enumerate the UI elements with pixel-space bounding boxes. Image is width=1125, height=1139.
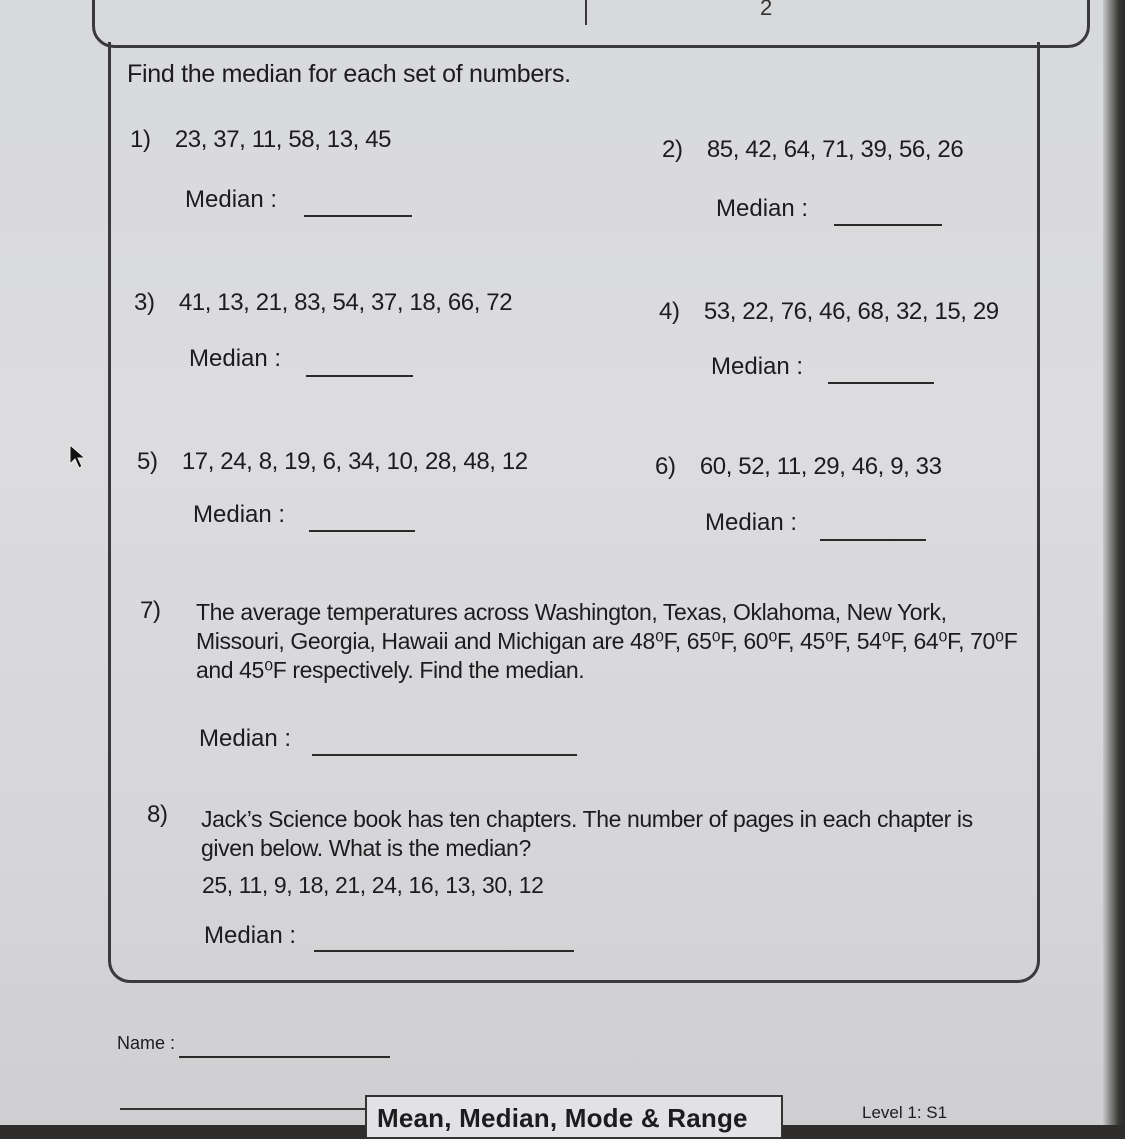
question-numbers: 17, 24, 8, 19, 6, 34, 10, 28, 48, 12 [181, 448, 528, 475]
answer-blank-7[interactable] [312, 754, 577, 756]
question-number: 6) [655, 453, 676, 480]
background-edge [1103, 0, 1125, 1125]
answer-blank-8[interactable] [314, 950, 574, 952]
question-7-line: The average temperatures across Washington, Texas, Oklahoma, New York, [196, 599, 947, 625]
answer-blank-6[interactable] [820, 539, 926, 541]
median-label: Median : [193, 501, 286, 528]
question-number: 5) [137, 448, 158, 475]
median-label: Median : [711, 353, 804, 380]
question-7-line: Missouri, Georgia, Hawaii and Michigan are 48⁰F, 65⁰F, 60⁰F, 45⁰F, 54⁰F, 64⁰F, 70⁰F [196, 628, 1018, 654]
answer-blank-4[interactable] [828, 382, 934, 384]
question-3 [134, 289, 512, 317]
question-number: 2) [662, 136, 683, 163]
instruction-text: Find the median for each set of numbers. [127, 60, 571, 88]
question-2 [662, 136, 963, 164]
question-1 [130, 126, 391, 154]
question-numbers: 53, 22, 76, 46, 68, 32, 15, 29 [703, 298, 999, 325]
answer-blank-1[interactable] [304, 215, 412, 217]
footer-title-box [365, 1095, 783, 1139]
question-7-line: and 45⁰F respectively. Find the median. [196, 657, 585, 683]
header-box [92, 0, 1090, 48]
question-6 [655, 453, 942, 481]
median-label: Median : [189, 345, 282, 372]
question-numbers: 41, 13, 21, 83, 54, 37, 18, 66, 72 [178, 289, 513, 316]
name-blank[interactable] [179, 1056, 390, 1058]
question-number: 4) [659, 298, 680, 325]
question-8-numbers: 25, 11, 9, 18, 21, 24, 16, 13, 30, 12 [202, 872, 544, 898]
median-label: Median : [705, 509, 798, 536]
question-5 [137, 448, 528, 476]
question-8-text [201, 805, 973, 863]
question-7-number: 7) [140, 597, 161, 624]
question-number: 3) [134, 289, 155, 316]
question-7-text [196, 598, 1017, 685]
question-numbers: 85, 42, 64, 71, 39, 56, 26 [706, 136, 964, 163]
answer-blank-3[interactable] [306, 375, 413, 377]
worksheet-title: Mean, Median, Mode & Range [377, 1103, 748, 1133]
median-label: Median : [199, 725, 292, 752]
page-number: 2 [760, 0, 773, 20]
footer-rule [120, 1108, 365, 1110]
name-label: Name : [117, 1033, 176, 1053]
question-8-number: 8) [147, 801, 168, 828]
level-label: Level 1: S1 [862, 1103, 948, 1122]
mouse-cursor-icon [68, 444, 90, 470]
question-numbers: 23, 37, 11, 58, 13, 45 [174, 126, 392, 153]
median-label: Median : [716, 195, 809, 222]
question-numbers: 60, 52, 11, 29, 46, 9, 33 [699, 453, 942, 480]
median-label: Median : [204, 922, 297, 949]
question-number: 1) [130, 126, 151, 153]
answer-blank-5[interactable] [309, 530, 415, 532]
answer-blank-2[interactable] [834, 224, 942, 226]
question-8-line: Jack’s Science book has ten chapters. The number of pages in each chapter is [201, 806, 973, 832]
question-8-line: given below. What is the median? [201, 835, 531, 861]
header-divider [585, 0, 587, 25]
question-4 [659, 298, 999, 326]
median-label: Median : [185, 186, 278, 213]
